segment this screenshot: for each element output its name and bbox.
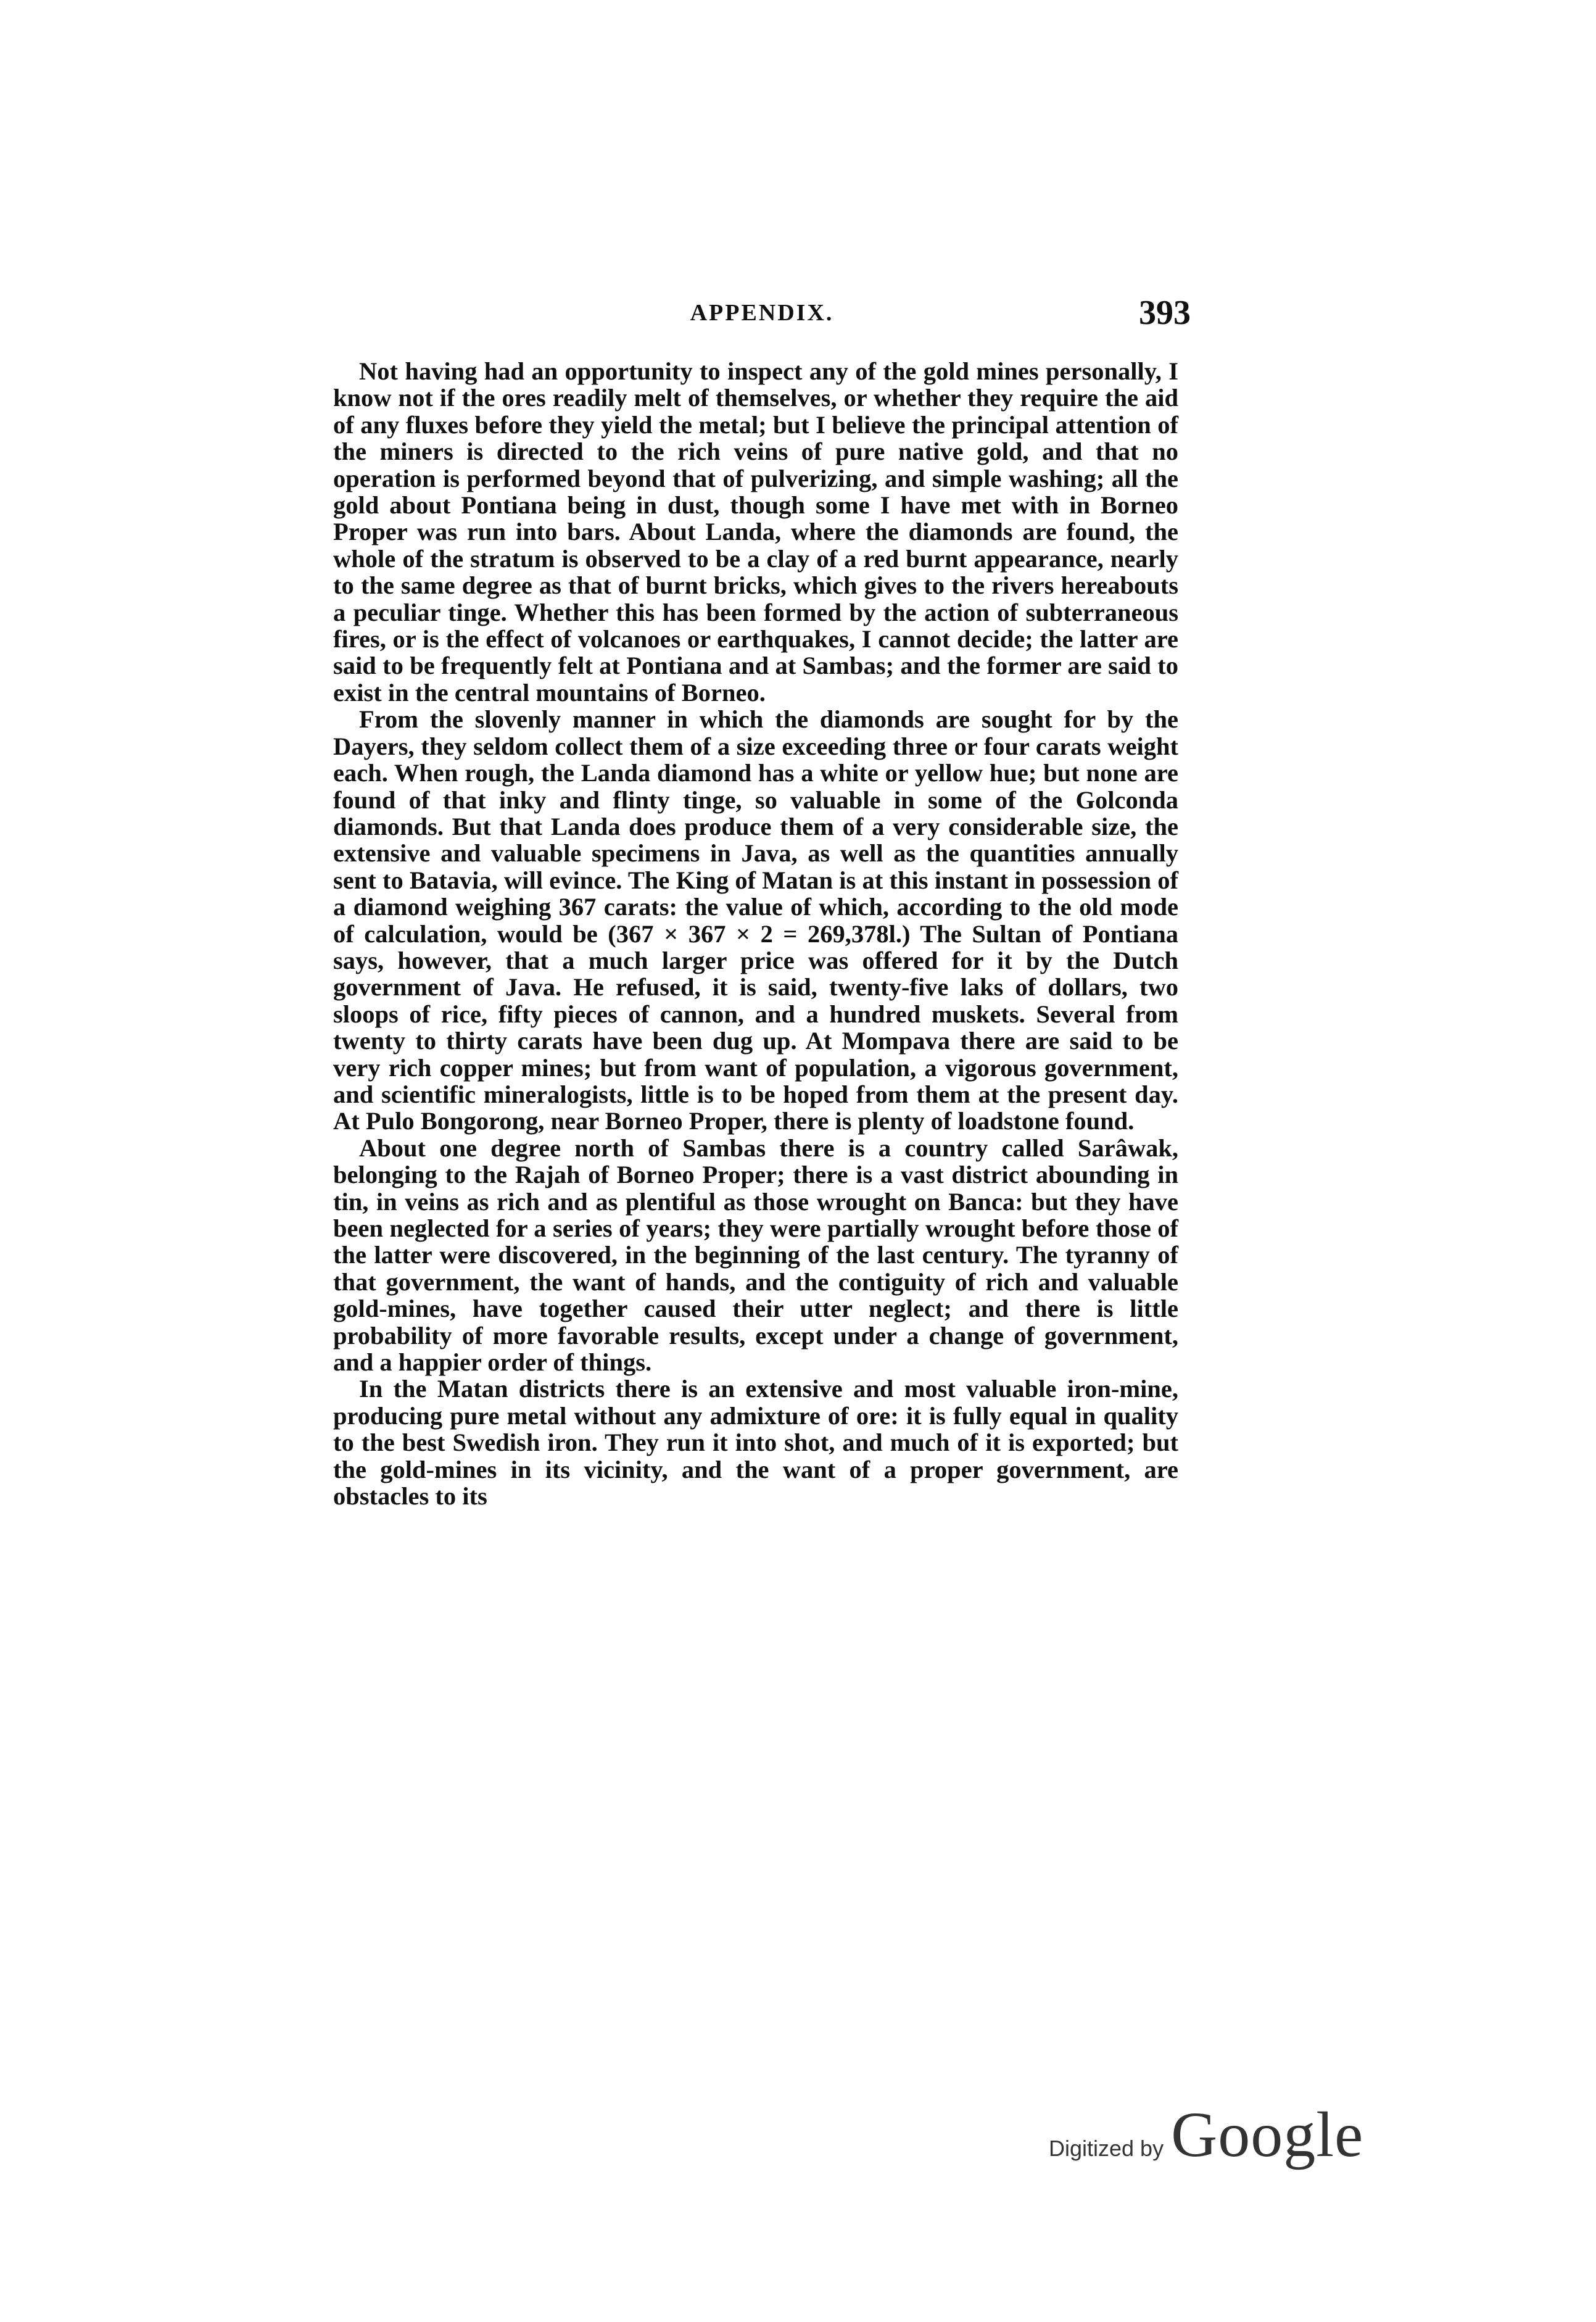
paragraph-diamonds: From the slovenly manner in which the diamonds are sought for by the Dayers, they seldom collect them of a size exceeding three or four carats weight each. When rough, the Landa diamond has a white or yellow hue; but none are found of that inky and flinty tinge, so valuable in some of the Golconda diamonds. But that Landa does produce them of a very considerable size, the extensive and valuable specimens in Java, as well as the quantities annually sent to Batavia, will evince. The King of Matan is at this instant in possession of a diamond weighing 367 carats: the value of which, according to the old mode of calculation, would be (367 × 367 × 2 = 269,378l.) The Sultan of Pontiana says, however, that a much larger price was offered for it by the Dutch government of Java. He refused, it is said, twenty-five laks of dollars, two sloops of rice, fifty pieces of cannon, and a hundred muskets. Several from twenty to thirty carats have been dug up. At Mompava there are said to be very rich copper mines; but from want of population, a vigorous government, and scientific mineralogists, little is to be hoped from them at the present day. At Pulo Bongorong, near Borneo Proper, there is plenty of loadstone found.: [333, 705, 1178, 1135]
paragraph-gold-mines: Not having had an opportunity to inspect any of the gold mines personally, I know not if the ores readily melt of themselves, or whether they require the aid of any fluxes before they yield the metal; but I believe the principal attention of the miners is directed to the rich veins of pure native gold, and that no operation is performed beyond that of pulverizing, and simple washing; all the gold about Pontiana being in dust, though some I have met with in Borneo Proper was run into bars. About Landa, where the diamonds are found, the whole of the stratum is observed to be a clay of a red burnt appearance, nearly to the same degree as that of burnt bricks, which gives to the rivers hereabouts a peculiar tinge. Whether this has been formed by the action of subterraneous fires, or is the effect of volcanoes or earthquakes, I cannot decide; the latter are said to be frequently felt at Pontiana and at Sambas; and the former are said to exist in the central mountains of Borneo.: [333, 357, 1178, 707]
google-logo: Google: [1171, 2099, 1364, 2170]
digitized-by-label: Digitized by: [1049, 2136, 1164, 2161]
digitized-by-watermark: [1049, 2098, 1363, 2171]
paragraph-sarawak-tin: About one degree north of Sambas there is a country called Sarâwak, belonging to the Rajah of Borneo Proper; there is a vast district abounding in tin, in veins as rich and as plentiful as those wrought on Banca: but they have been neglected for a series of years; they were partially wrought before those of the latter were discovered, in the beginning of the last century. The tyranny of that government, the want of hands, and the contiguity of rich and valuable gold-mines, have together caused their utter neglect; and there is little probability of more favorable results, except under a change of government, and a happier order of things.: [333, 1134, 1178, 1377]
body-text: [333, 358, 1178, 1509]
running-head: APPENDIX.: [690, 300, 834, 326]
paragraph-matan-iron: In the Matan districts there is an extensive and most valuable iron-mine, producing pure metal without any admixture of ore: it is fully equal in quality to the best Swedish iron. They run it into shot, and much of it is exported; but the gold-mines in its vicinity, and the want of a proper government, are obstacles to its: [333, 1375, 1178, 1511]
page-number: 393: [1139, 294, 1191, 332]
page-header: [333, 293, 1191, 336]
